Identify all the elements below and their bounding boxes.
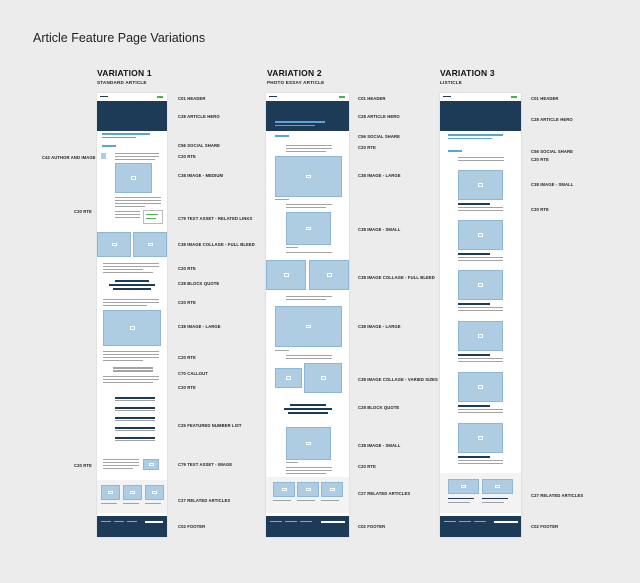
v1-label-collage: C38 IMAGE COLLAGE - FULL BLEED [178,242,255,247]
v2-label-collage-full-bleed: C38 IMAGE COLLAGE - FULL BLEED [358,275,435,280]
variation-3-subtitle: LISTICLE [440,80,463,85]
v2-label-image-small: C38 IMAGE - SMALL [358,227,401,232]
variation-3-title: VARIATION 3 [440,68,495,78]
v1-label-image-large: C38 IMAGE - LARGE [178,324,221,329]
text-asset-image [143,459,159,470]
image-large-2 [275,306,342,347]
v1-label-block-quote: C28 BLOCK QUOTE [178,281,220,286]
list-item-image-3 [458,270,503,300]
image-small-2 [286,427,331,460]
v2-label-related-articles: C27 RELATED ARTICLES [358,491,411,496]
collage-small [275,368,302,388]
list-item-image-6 [458,423,503,453]
author-image [101,153,106,159]
v1-label-footer: C02 FOOTER [178,524,206,529]
v1-label-rte-2: C20 RTE [178,266,196,271]
v1-label-author-image: C42 AUTHOR AND IMAGE [42,155,96,160]
v2-label-article-hero: C28 ARTICLE HERO [358,114,400,119]
v1-label-featured-number-list: C25 FEATURED NUMBER LIST [178,423,242,428]
v2-label-image-large: C38 IMAGE - LARGE [358,173,401,178]
collage-right [133,232,167,257]
image-large [103,310,161,346]
v3-label-related-articles: C27 RELATED ARTICLES [531,493,584,498]
variation-2-subtitle: PHOTO ESSAY ARTICLE [267,80,325,85]
v2-label-image-large-2: C38 IMAGE - LARGE [358,324,401,329]
hero-block [97,101,167,131]
hero-block [440,101,521,131]
v2-label-footer: C02 FOOTER [358,524,386,529]
list-item-image-5 [458,372,503,402]
v2-label-social-share: C56 SOCIAL SHARE [358,134,401,139]
footer-block [266,516,349,537]
v1-label-rte-4: C20 RTE [178,355,196,360]
image-small [286,212,331,245]
footer-block [440,516,521,537]
list-item-image-2 [458,220,503,250]
list-item-image-1 [458,170,503,200]
collage-large [304,363,342,393]
v1-label-related-links: C79 TEXT ASSET - RELATED LINKS [178,216,253,221]
v1-label-image-medium: C38 IMAGE - MEDIUM [178,173,224,178]
v2-label-header: C01 HEADER [358,96,386,101]
page-title: Article Feature Page Variations [33,31,206,45]
v1-label-rte-5: C20 RTE [178,385,196,390]
v1-label-left-rte-2: C20 RTE [74,463,92,468]
variation-1-title: VARIATION 1 [97,68,152,78]
collage-left [266,260,306,290]
v1-label-text-asset-image: C79 TEXT ASSET - IMAGE [178,462,233,467]
v2-label-block-quote: C28 BLOCK QUOTE [358,405,400,410]
v1-label-related-articles: C27 RELATED ARTICLES [178,498,231,503]
v3-label-header: C01 HEADER [531,96,559,101]
v1-label-rte-1: C20 RTE [178,154,196,159]
v3-label-footer: C02 FOOTER [531,524,559,529]
v3-label-article-hero: C28 ARTICLE HERO [531,117,573,122]
v2-label-collage-varied: C38 IMAGE COLLAGE - VARIED SIZES [358,377,438,382]
v3-label-social-share: C56 SOCIAL SHARE [531,149,574,154]
v1-label-left-rte-1: C20 RTE [74,209,92,214]
variation-2-wireframe [266,93,349,537]
v3-label-image-small: C38 IMAGE - SMALL [531,182,574,187]
variation-3-wireframe [440,93,521,537]
image-medium [115,163,152,193]
v2-label-rte-1: C20 RTE [358,145,376,150]
collage-left [97,232,131,257]
collage-right [309,260,349,290]
image-large [275,156,342,197]
list-item-image-4 [458,321,503,351]
v3-label-rte-1: C20 RTE [531,157,549,162]
v2-label-image-small-2: C38 IMAGE - SMALL [358,443,401,448]
v1-label-article-hero: C28 ARTICLE HERO [178,114,220,119]
v1-label-rte-3: C20 RTE [178,300,196,305]
variation-1-subtitle: STANDARD ARTICLE [97,80,147,85]
variation-1-wireframe [97,93,167,537]
v3-label-rte-2: C20 RTE [531,207,549,212]
related-links-box [143,210,163,224]
v1-label-social-share: C56 SOCIAL SHARE [178,143,221,148]
v2-label-rte-2: C20 RTE [358,464,376,469]
variation-2-title: VARIATION 2 [267,68,322,78]
hero-block [266,101,349,131]
v1-label-callout: C70 CALLOUT [178,371,208,376]
footer-block [97,516,167,537]
v1-label-header: C01 HEADER [178,96,206,101]
